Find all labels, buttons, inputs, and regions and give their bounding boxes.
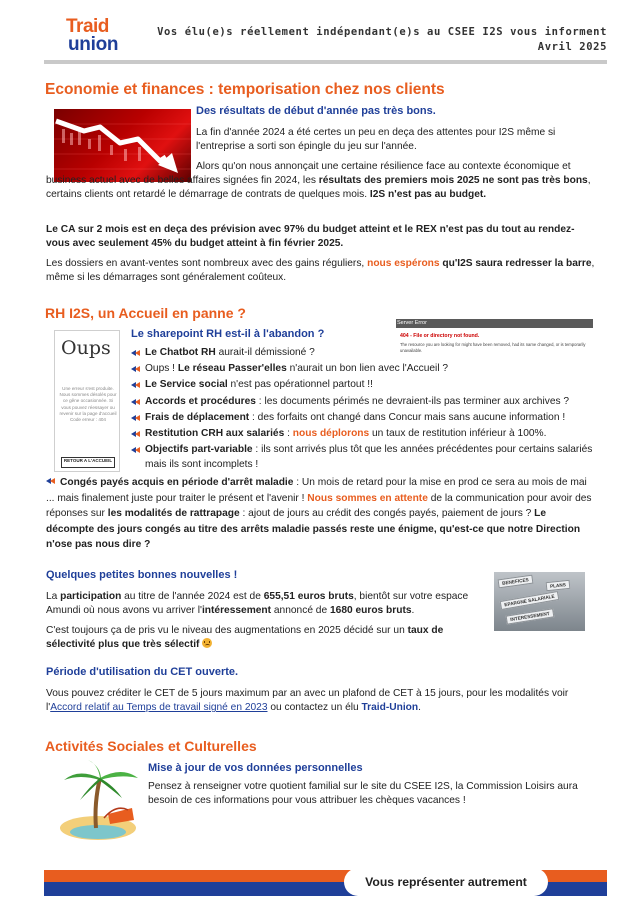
eco-p2-a-full: Alors qu'on nous annonçait une certaine résilience face au contexte économique et business actuel avec de belles affaires signées fin 2024, les [46, 161, 571, 187]
oops-home-button: RETOUR A L'ACCUEIL [61, 457, 115, 468]
file-tab: INTERESSEMENT [506, 608, 555, 624]
list-item [131, 394, 596, 410]
bullet-highlight: nous déplorons [292, 428, 370, 440]
asc-paragraph: Pensez à renseigner votre quotient familial sur le site du CSEE I2S, la Commission Loisirs aura besoin de ces informations pour vous attribuer les chèques vacances ! [148, 781, 578, 807]
header-date: Avril 2025 [537, 41, 607, 53]
footer-slogan: Vous représenter autrement [344, 868, 548, 896]
conges-f: : ajout de jours au crédit des congés payés, paiement de jours ? [239, 508, 535, 520]
cet-p-d: . [418, 702, 421, 714]
file-tab: PLANS [546, 580, 571, 591]
double-chevron-icon [131, 430, 141, 439]
conges-d: de la communication pour avoir des réponses sur [46, 492, 592, 520]
list-item [131, 361, 596, 377]
conges-b: : Un mois de retard pour la mise en prod ce sera au mois de mai ... mais finalement juste pour traiter le présent et l'avenir ! [46, 477, 587, 504]
rh-title: RH I2S, un Accueil en panne ? [45, 305, 246, 321]
eco-paragraph-4 [46, 257, 596, 285]
oops-screenshot [54, 330, 120, 472]
news-p1-i: . [411, 605, 415, 617]
double-chevron-icon [131, 349, 141, 358]
files-image [494, 572, 585, 631]
conges-c: Nous sommes en attente [307, 492, 428, 504]
bullet-text: aurait-il démissioné ? [215, 347, 315, 358]
eco-subtitle: Des résultats de début d'année pas très bons. [196, 105, 436, 117]
bullet-text: : les documents périmés ne devraient-ils pas terminer aux archives ? [255, 395, 570, 407]
accord-temps-travail-link[interactable]: Accord relatif au Temps de travail signé en 2023 [50, 702, 268, 714]
double-chevron-icon [131, 381, 141, 390]
bullet-text: n'est pas opérationnel partout !! [227, 379, 373, 391]
asc-title: Activités Sociales et Culturelles [45, 738, 257, 754]
rh-bullet-list [131, 345, 596, 472]
server-error-line2: The resource you are looking for might have been removed, had its name changed, or is temporarily unavailable. [400, 342, 586, 354]
eco-p3: Le CA sur 2 mois est en deça des prévision avec 97% du budget atteint et le REX n'est pas du tout au rendez-vous avec seulement 45% du budget atteint à fin février 2025. [46, 224, 575, 250]
bullet-bold: Objectifs part-variable [145, 444, 253, 456]
file-tab: BENEFICES [498, 575, 534, 589]
bullet-bold: Frais de déplacement [145, 411, 250, 423]
server-error-title: Server Error [397, 320, 427, 326]
cet-p-c: Traid-Union [361, 702, 419, 714]
cet-p-b: ou contactez un élu [267, 702, 362, 714]
palm-tree-icon [58, 758, 142, 842]
news-p1-f: intéressement [201, 605, 272, 617]
list-item [131, 345, 596, 361]
news-p2-b: taux de sélectivité plus que très sélectif [46, 625, 444, 651]
bullet-bold: Le Chatbot RH [145, 347, 216, 358]
list-item [131, 426, 596, 442]
oops-text [58, 386, 118, 423]
asc-subtitle: Mise à jour de vos données personnelles [148, 762, 363, 774]
eco-paragraph-2 [46, 160, 596, 203]
conges-g: Le décompte des jours congés au titre des arrêts maladie passés reste une énigme, qu'est-ce que notre Direction n'ose pas nous dire ? [46, 508, 581, 551]
traid-union-logo [66, 17, 136, 59]
cet-paragraph [46, 687, 596, 715]
conges-paragraph [46, 475, 596, 553]
news-p1-b: participation [60, 591, 122, 602]
conges-e: les modalités de rattrapage [107, 508, 240, 520]
header-line1: Vos élu(e)s réellement indépendant(e)s au CSEE I2S vous informent [157, 26, 607, 38]
news-p2-a: C'est toujours ça de pris vu le niveau des augmentations en 2025 décidé sur un [46, 625, 408, 636]
news-p1-h: 1680 euros bruts [329, 605, 412, 617]
news-paragraph-2 [46, 624, 486, 652]
double-chevron-icon [131, 365, 141, 374]
bullet-bold: Le réseau Passer'elles [177, 363, 287, 375]
file-tab: EPARGNE SALARIALE [500, 591, 560, 610]
list-item [131, 410, 596, 426]
logo-top: Traid [66, 16, 109, 37]
bullet-text: : des forfaits ont changé dans Concur mais sans aucune information ! [249, 411, 566, 423]
news-p1-d: 655,51 euros bruts [263, 591, 354, 602]
bullet-bold: Accords et procédures [145, 395, 256, 407]
conges-a: Congés payés acquis en période d'arrêt maladie [60, 477, 294, 488]
eco-p4-d: barre [566, 258, 592, 269]
eco-p2-d: I2S n'est pas au budget. [369, 189, 487, 201]
bullet-text-2: un taux de restitution inférieur à 100%. [369, 428, 547, 440]
page-header [0, 0, 637, 62]
cet-title: Période d'utilisation du CET ouverte. [46, 666, 239, 678]
news-p1-e: , bientôt sur votre espace Amundi où nous avons vu arriver l' [46, 591, 469, 617]
eco-title: Economie et finances : temporisation chez nos clients [45, 81, 445, 98]
eco-paragraph-3 [46, 223, 596, 251]
logo-bottom: union [68, 34, 119, 55]
double-chevron-icon [131, 398, 141, 407]
sad-face-icon [202, 638, 212, 648]
news-paragraph-1 [46, 590, 486, 618]
oops-message: Une erreur s'est produite. Nous sommes désolés pour ce gêne occasionnée. Si vous pouvez réessayer ou revenir sur la page d'accueil [59, 386, 117, 416]
eco-p4-c: qu'I2S saura redresser la [439, 258, 567, 269]
bullet-pre: Oups ! [145, 363, 178, 375]
bullet-bold: Le Service social [145, 379, 228, 391]
bullet-bold: Restitution CRH aux salariés [145, 428, 285, 440]
eco-p2-b-full: résultats des premiers mois 2025 ne sont pas très bons [318, 175, 588, 187]
double-chevron-icon [46, 477, 60, 486]
list-item [131, 442, 596, 472]
sad-face-eyes [204, 641, 210, 643]
eco-p4-b: nous espérons [367, 258, 440, 269]
eco-p4-e: , même si les démarrages sont généralement coûteux. [46, 258, 595, 284]
cet-p-a: Vous pouvez créditer le CET de 5 jours maximum par an avec un plafond de CET à 15 jours, pour les modalités voir l' [46, 688, 569, 714]
news-title: Quelques petites bonnes nouvelles ! [46, 569, 238, 581]
sad-face-mouth [205, 644, 210, 647]
double-chevron-icon [131, 414, 141, 423]
eco-p4-a: Les dossiers en avant-ventes sont nombreux avec des gains réguliers, [46, 258, 368, 269]
server-error-line1: 404 - File or directory not found. [400, 333, 480, 339]
header-text [157, 25, 607, 55]
news-p1-c: au titre de l'année 2024 est de [121, 591, 264, 602]
bullet-text: n'aurait un bon lien avec l'Accueil ? [286, 363, 449, 375]
chevron-shape [46, 477, 56, 486]
eco-p2-c: , certains clients ont retardé le démarrage de contrats de quelques mois. [46, 175, 591, 201]
double-chevron-icon [131, 446, 141, 455]
eco-paragraph-1: La fin d'année 2024 a été certes un peu en deça des attentes pour I2S même si l'entreprise a sorti son épingle du jeu sur l'année. [196, 127, 556, 153]
list-item [131, 377, 596, 393]
palm-beach-image [58, 758, 142, 842]
rh-subtitle: Le sharepoint RH est-il à l'abandon ? [131, 328, 325, 340]
bullet-text: : [284, 428, 293, 440]
oops-code: Code erreur : 404 [69, 417, 106, 423]
news-p1-g: annoncé de [271, 605, 330, 617]
news-p1-a: La [46, 591, 61, 602]
oops-title: Oups [61, 337, 111, 359]
header-rule [44, 60, 607, 64]
bullet-text: : ils sont arrivés plus tôt que les années précédentes pour certains salariés mais ils sont incomplets ! [145, 444, 593, 471]
